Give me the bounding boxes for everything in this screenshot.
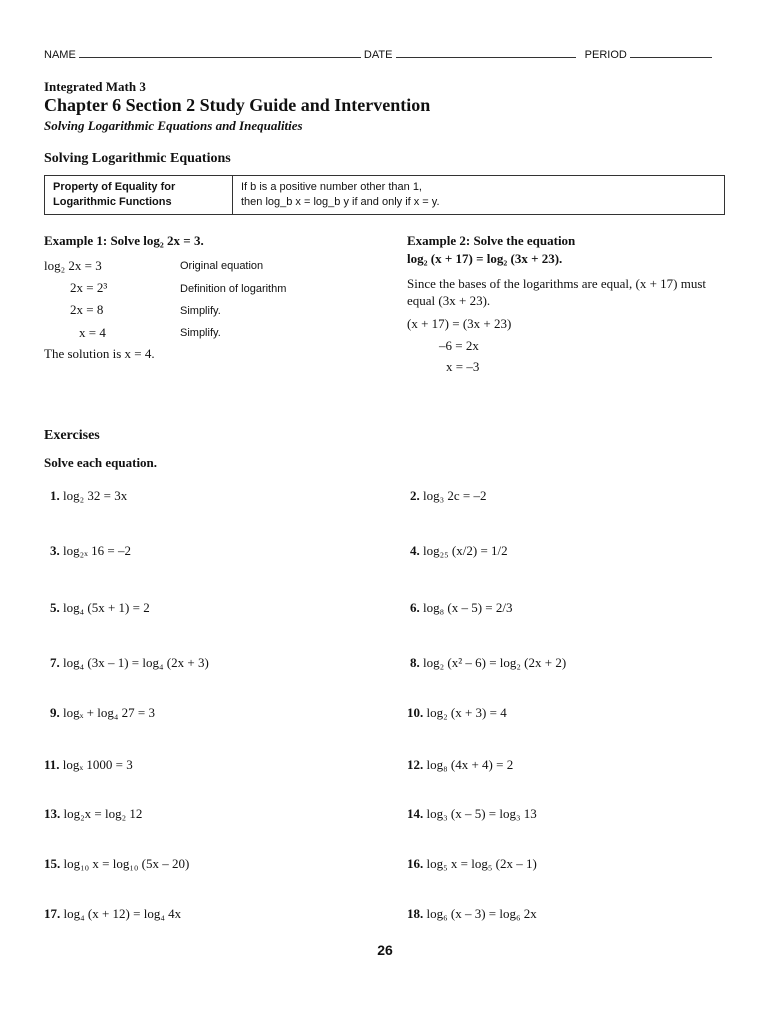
exercise-equation: logₓ + log₄ 27 = 3 [63,705,155,720]
student-info-line [44,46,712,61]
exercises-instruction: Solve each equation. [44,455,158,470]
exercise-number: 6. [410,600,420,615]
example1-step-2-note: Definition of logarithm [180,283,287,295]
property-description [233,176,724,222]
example2-equation: log₂ (x + 17) = log₂ (3x + 23). [407,251,563,266]
exercise-equation: log₂ (x² – 6) = log₂ (2x + 2) [423,655,567,670]
property-name-line1: Property of Equality for [53,181,176,193]
exercise-number: 8. [410,655,420,670]
section-heading: Solving Logarithmic Equations [44,151,231,166]
name-label: NAME [44,49,76,61]
exercise-equation: log₂x = log₂ 12 [63,806,143,821]
name-field[interactable] [79,46,361,58]
date-label: DATE [363,49,393,61]
exercise-number: 2. [410,488,420,503]
property-desc-line1: If b is a positive number other than 1, [241,181,422,193]
exercise-equation: log₈ (4x + 4) = 2 [426,757,514,772]
exercise-number: 15. [44,856,61,871]
exercise-2 [410,488,487,504]
property-box [44,175,725,215]
exercise-4 [410,543,508,559]
exercise-equation: log₄ (3x – 1) = log₄ (2x + 3) [63,655,209,670]
exercise-number: 13. [44,806,61,821]
exercise-8 [410,655,566,671]
exercise-11 [44,757,133,773]
example1-step-3-note: Simplify. [180,305,221,317]
exercise-10 [407,705,507,721]
exercise-equation: log₄ (x + 12) = log₄ 4x [63,906,182,921]
exercise-number: 7. [50,655,60,670]
exercise-1 [50,488,127,504]
exercise-equation: log₆ (x – 3) = log₆ 2x [426,906,537,921]
page-title: Chapter 6 Section 2 Study Guide and Intervention [44,95,431,115]
exercises-heading: Exercises [44,428,100,443]
exercise-equation: log₁₀ x = log₁₀ (5x – 20) [63,856,190,871]
page-subtitle: Solving Logarithmic Equations and Inequalities [44,118,303,133]
course-name: Integrated Math 3 [44,79,146,94]
exercise-16 [407,856,537,872]
property-desc-line2: then log_b x = log_b y if and only if x = y. [241,196,440,208]
exercise-equation: log₃ (x – 5) = log₃ 13 [426,806,537,821]
example1-step-1-note: Original equation [180,260,264,272]
exercise-6 [410,600,513,616]
period-field[interactable] [630,46,712,58]
exercise-number: 16. [407,856,424,871]
exercise-equation: log₃ 2c = –2 [423,488,487,503]
exercise-number: 4. [410,543,420,558]
property-name-line2: Logarithmic Functions [53,196,172,208]
exercise-17 [44,906,181,922]
exercise-equation: log₄ (5x + 1) = 2 [63,600,150,615]
exercise-3 [50,543,131,559]
example1-step-4-note: Simplify. [180,327,221,339]
example1-conclusion: The solution is x = 4. [44,346,155,361]
example2-step-2: –6 = 2x [439,338,479,353]
exercise-number: 5. [50,600,60,615]
exercise-15 [44,856,189,872]
example2-step-1: (x + 17) = (3x + 23) [407,316,512,331]
exercise-number: 9. [50,705,60,720]
period-label: PERIOD [584,49,627,61]
example1-heading: Example 1: Solve log₂ 2x = 3. [44,233,204,248]
exercise-equation: log₂ 32 = 3x [63,488,128,503]
exercise-equation: log₅ x = log₅ (2x – 1) [426,856,537,871]
example1-step-4-eq: x = 4 [79,325,106,340]
property-name [45,176,233,214]
exercise-equation: log₈ (x – 5) = 2/3 [423,600,513,615]
exercise-9 [50,705,155,721]
exercise-12 [407,757,513,773]
exercise-number: 10. [407,705,424,720]
exercise-number: 1. [50,488,60,503]
example1-step-1-eq: log₂ 2x = 3 [44,258,102,273]
exercise-number: 11. [44,757,60,772]
exercise-equation: log₂ₓ 16 = –2 [63,543,131,558]
exercise-number: 17. [44,906,61,921]
exercise-number: 18. [407,906,424,921]
example2-step-3: x = –3 [446,359,480,374]
example1-step-2-eq: 2x = 2³ [70,280,108,295]
exercise-number: 14. [407,806,424,821]
exercise-7 [50,655,209,671]
exercise-equation: log₂₅ (x/2) = 1/2 [423,543,508,558]
exercise-14 [407,806,537,822]
example1-step-3-eq: 2x = 8 [70,302,104,317]
exercise-13 [44,806,142,822]
page-number: 26 [377,942,393,958]
exercise-equation: logₓ 1000 = 3 [62,757,133,772]
exercise-5 [50,600,150,616]
date-field[interactable] [396,46,576,58]
exercise-number: 12. [407,757,424,772]
exercise-18 [407,906,537,922]
exercise-equation: log₂ (x + 3) = 4 [426,705,507,720]
example2-explanation: Since the bases of the logarithms are equal, (x + 17) must equal (3x + 23). [407,276,707,308]
example2-heading: Example 2: Solve the equation [407,233,576,248]
exercise-number: 3. [50,543,60,558]
